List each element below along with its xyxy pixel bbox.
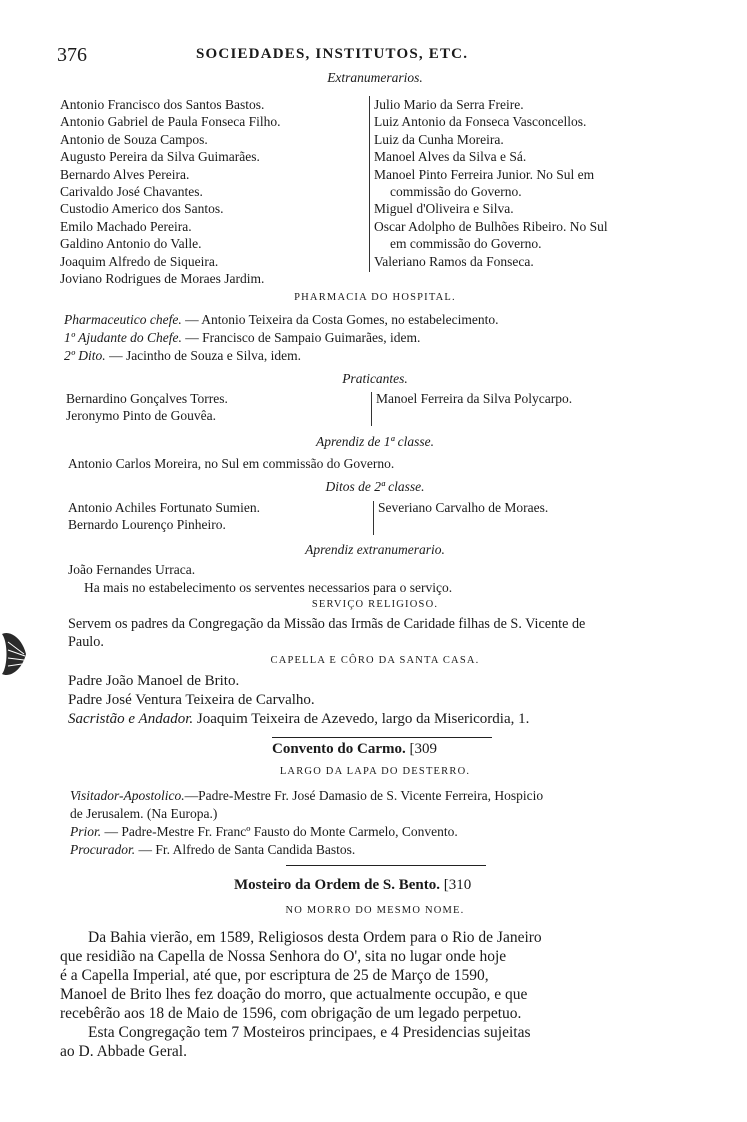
list-item: Joviano Rodrigues de Moraes Jardim. — [60, 271, 265, 287]
list-item: em commissão do Governo. — [390, 236, 542, 252]
staff-line: João Fernandes Urraca. — [68, 562, 196, 577]
mosteiro-subheading: NO MORRO DO MESMO NOME. — [285, 905, 465, 916]
section-heading-extranumerarios: Extranumerarios. — [327, 70, 423, 85]
running-title: SOCIEDADES, INSTITUTOS, ETC. — [196, 46, 469, 62]
subheading-ditos-2: Ditos de 2ª classe. — [325, 479, 425, 494]
list-item: Augusto Pereira da Silva Guimarães. — [60, 149, 260, 165]
section-title-mosteiro: Mosteiro da Ordem de S. Bento. [310 — [234, 877, 472, 893]
staff-line: Sacristão e Andador. Joaquim Teixeira de Azevedo, largo da Misericordia, 1. — [68, 711, 530, 727]
paragraph-line: é a Capella Imperial, até que, por escriptura de 25 de Março de 1590, — [60, 967, 489, 984]
list-item: Custodio Americo dos Santos. — [60, 201, 224, 217]
list-item: Luiz da Cunha Moreira. — [374, 131, 504, 147]
subheading-aprendiz-extra: Aprendiz extranumerario. — [305, 542, 445, 557]
ditos2-left-column — [68, 499, 260, 534]
list-item: Manoel Pinto Ferreira Junior. No Sul em — [374, 166, 595, 182]
section-heading-capella: CAPELLA E CÔRO DA SANTA CASA. — [270, 655, 480, 666]
praticantes-left-column — [66, 390, 228, 425]
convento-subheading: LARGO DA LAPA DO DESTERRO. — [279, 766, 471, 777]
staff-line: 2º Dito. — Jacintho de Souza e Silva, idem. — [64, 348, 302, 363]
list-item: Antonio Achiles Fortunato Sumien. — [68, 500, 260, 515]
paragraph-line: Manoel de Brito lhes fez doação do morro, que actualmente occupão, e que — [60, 986, 528, 1003]
mosteiro-paragraph-1 — [60, 928, 542, 1023]
section-heading-servico-religioso: SERVIÇO RELIGIOSO. — [311, 599, 439, 610]
ditos2-right-column — [378, 499, 548, 516]
paragraph-line: Servem os padres da Congregação da Missão das Irmãs de Caridade filhas de S. Vicente de — [68, 616, 586, 632]
list-item: Luiz Antonio da Fonseca Vasconcellos. — [374, 114, 587, 130]
subheading-praticantes: Praticantes. — [342, 371, 408, 386]
column-divider — [373, 501, 374, 535]
paragraph-line: que residião na Capella de Nossa Senhora do O', sita no lugar onde hoje — [60, 948, 507, 965]
paragraph-line: Esta Congregação tem 7 Mosteiros principaes, e 4 Presidencias sujeitas — [88, 1024, 531, 1041]
list-item: Manoel Alves da Silva e Sá. — [374, 149, 527, 165]
list-item: Julio Mario da Serra Freire. — [374, 97, 524, 112]
staff-line: Visitador-Apostolico.—Padre-Mestre Fr. José Damasio de S. Vicente Ferreira, Hospicio — [70, 788, 544, 803]
mosteiro-paragraph-2 — [60, 1023, 531, 1061]
section-rule — [286, 865, 486, 866]
page-number: 376 — [57, 44, 87, 66]
list-item: Antonio Francisco dos Santos Bastos. — [60, 97, 265, 112]
list-item: Emilo Machado Pereira. — [60, 218, 192, 234]
staff-line: Prior. — Padre-Mestre Fr. Francº Fausto do Monte Carmelo, Convento. — [70, 824, 458, 839]
staff-line: Procurador. — Fr. Alfredo de Santa Candida Bastos. — [70, 842, 356, 857]
paragraph-line: Paulo. — [68, 634, 104, 650]
paragraph-line: ao D. Abbade Geral. — [60, 1043, 187, 1060]
praticantes-right-column — [376, 390, 572, 407]
list-item: Oscar Adolpho de Bulhões Ribeiro. No Sul — [374, 218, 608, 234]
section-title-convento: Convento do Carmo. [309 — [272, 741, 437, 757]
list-item: Galdino Antonio do Valle. — [60, 236, 202, 252]
list-item: Jeronymo Pinto de Gouvêa. — [66, 408, 216, 424]
list-item: Severiano Carvalho de Moraes. — [378, 500, 549, 515]
extranumerarios-left-column — [60, 96, 280, 287]
paragraph-line: Da Bahia vierão, em 1589, Religiosos desta Ordem para o Rio de Janeiro — [88, 929, 542, 946]
subheading-aprendiz-1: Aprendiz de 1ª classe. — [316, 434, 434, 449]
staff-line: Padre João Manoel de Brito. — [68, 673, 240, 689]
column-divider — [371, 392, 372, 426]
list-item: Antonio Gabriel de Paula Fonseca Filho. — [60, 114, 281, 130]
staff-line: Antonio Carlos Moreira, no Sul em commissão do Governo. — [68, 456, 395, 471]
staff-line: Ha mais no estabelecimento os serventes necessarios para o serviço. — [84, 580, 453, 595]
list-item: Manoel Ferreira da Silva Polycarpo. — [376, 391, 573, 406]
list-item: Valeriano Ramos da Fonseca. — [374, 253, 534, 269]
list-item: Antonio de Souza Campos. — [60, 131, 208, 147]
column-divider — [369, 96, 370, 272]
binding-mark-icon — [0, 628, 30, 680]
list-item: Bernardino Gonçalves Torres. — [66, 391, 228, 406]
staff-line: de Jerusalem. (Na Europa.) — [70, 806, 218, 821]
paragraph-line: recebêrão aos 18 de Maio de 1596, com obrigação de um legado perpetuo. — [60, 1005, 522, 1022]
list-item: Miguel d'Oliveira e Silva. — [374, 201, 514, 217]
section-rule — [272, 737, 492, 738]
staff-line: 1º Ajudante do Chefe. — Francisco de Sampaio Guimarães, idem. — [64, 330, 421, 345]
staff-line: Pharmaceutico chefe. — Antonio Teixeira da Costa Gomes, no estabelecimento. — [64, 312, 499, 327]
list-item: Carivaldo José Chavantes. — [60, 184, 203, 200]
staff-line: Padre José Ventura Teixeira de Carvalho. — [68, 692, 315, 708]
extranumerarios-right-column — [374, 96, 608, 270]
list-item: Bernardo Alves Pereira. — [60, 166, 190, 182]
section-heading-pharmacia: PHARMACIA DO HOSPITAL. — [294, 292, 456, 303]
list-item: Joaquim Alfredo de Siqueira. — [60, 253, 219, 269]
list-item: Bernardo Lourenço Pinheiro. — [68, 517, 226, 533]
list-item: commissão do Governo. — [390, 184, 522, 200]
